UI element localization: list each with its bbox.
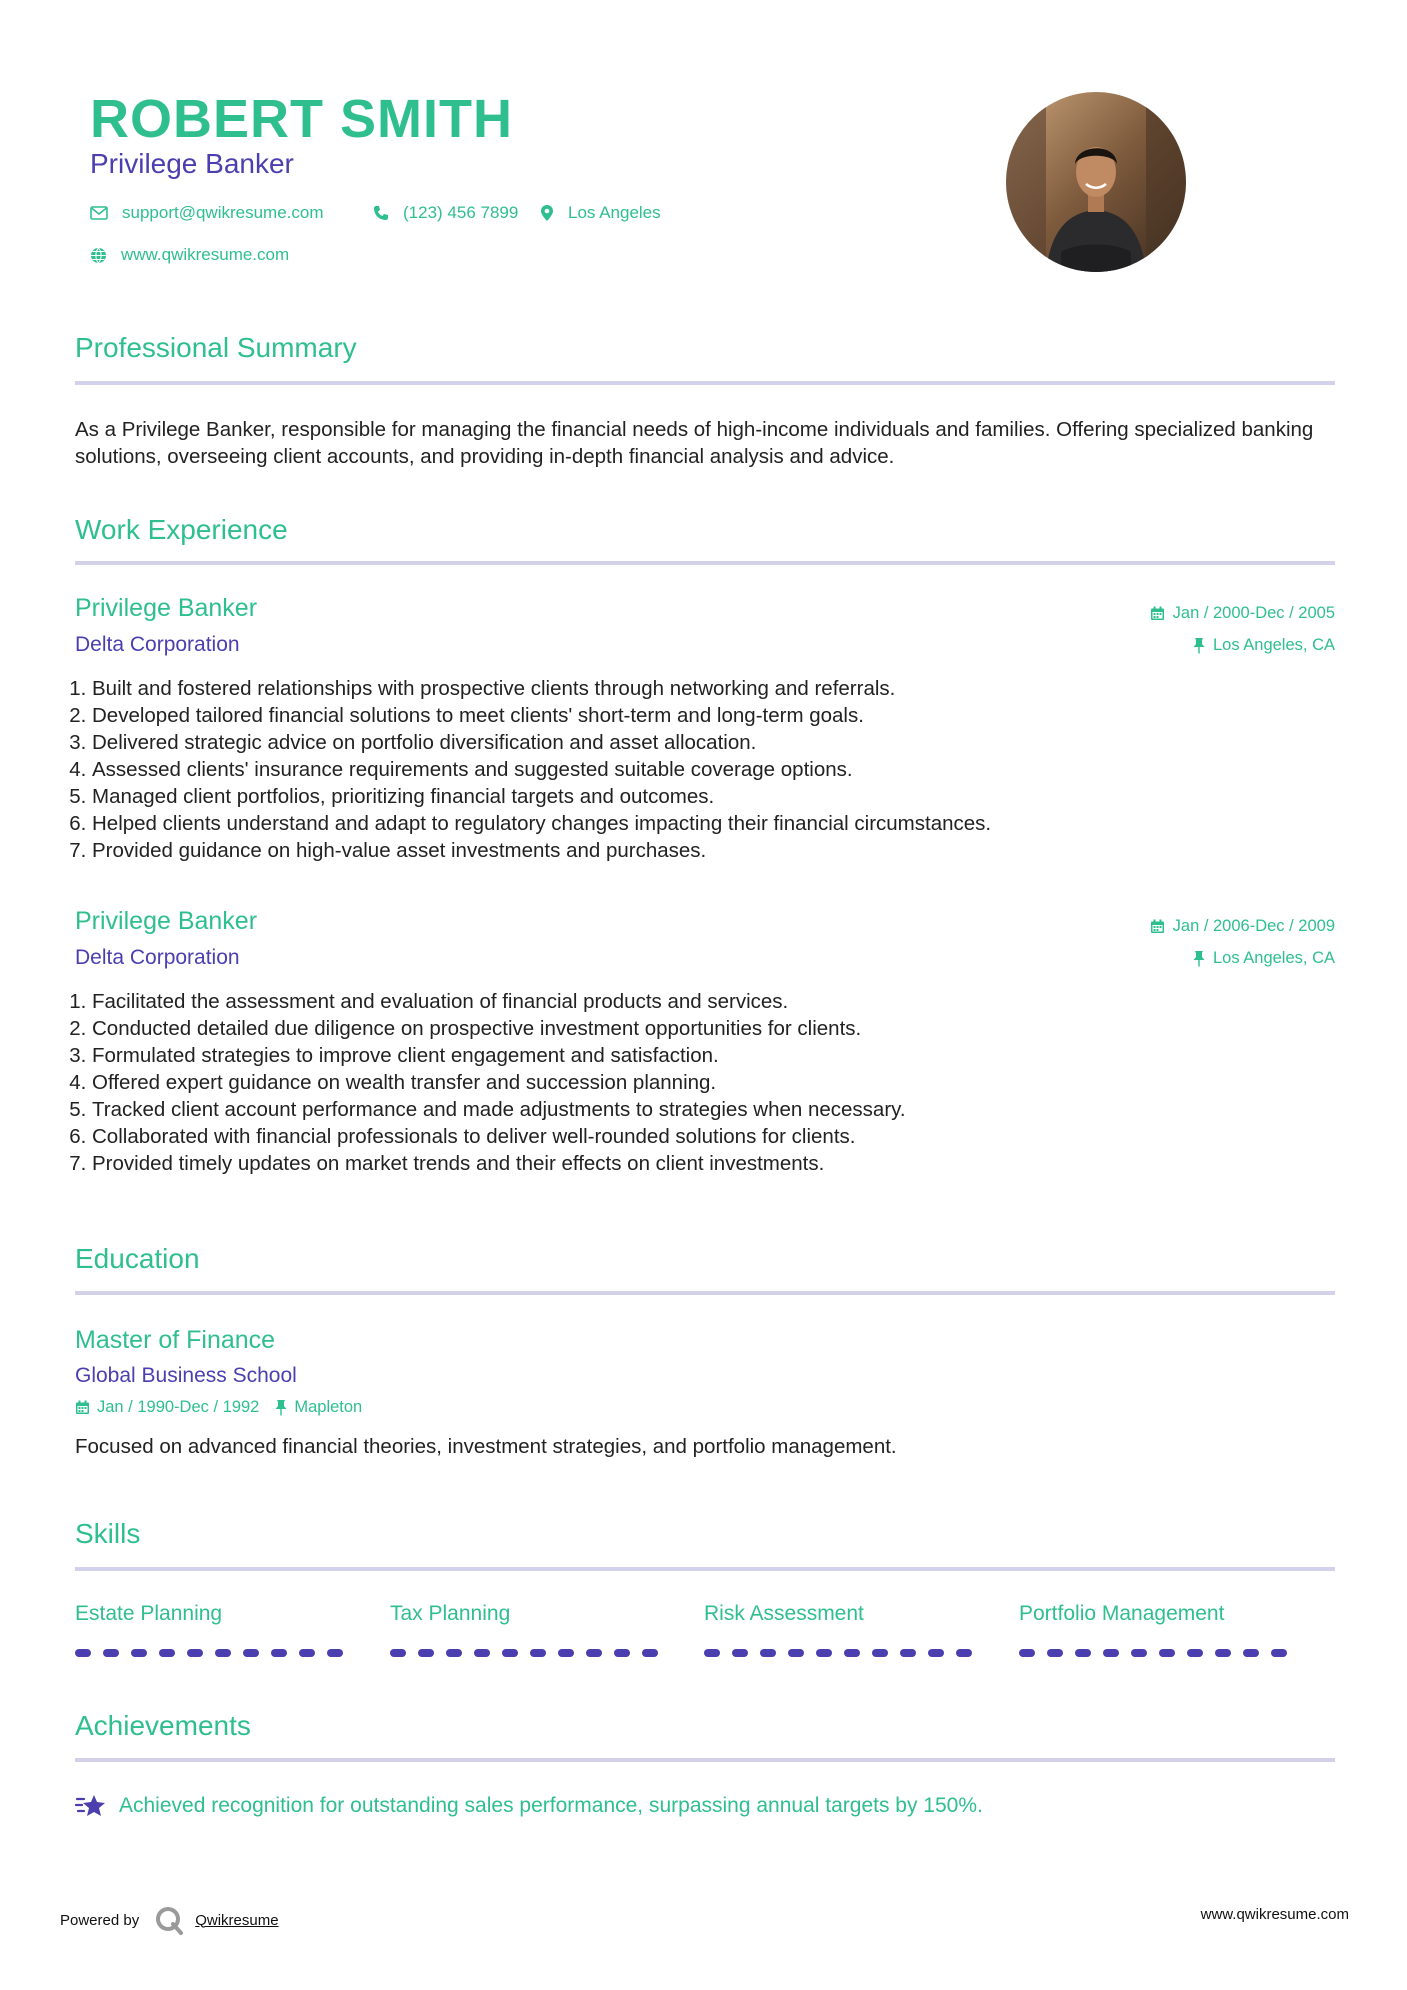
list-item: 4. Assessed clients' insurance requirements and suggested suitable coverage options. bbox=[92, 756, 1332, 783]
section-divider bbox=[75, 381, 1335, 385]
company-name: Delta Corporation bbox=[75, 633, 240, 656]
skill-rating bbox=[390, 1649, 658, 1657]
list-item: 6. Collaborated with financial professionals to deliver well-rounded solutions for clients. bbox=[92, 1123, 1332, 1150]
education-location: Mapleton bbox=[294, 1398, 363, 1416]
email-text: support@qwikresume.com bbox=[122, 203, 324, 222]
education-dates: Jan / 1990-Dec / 1992 bbox=[97, 1398, 260, 1416]
degree-title: Master of Finance bbox=[75, 1326, 276, 1354]
section-title-skills: Skills bbox=[75, 1518, 141, 1549]
list-item: 1. Built and fostered relationships with prospective clients through networking and referrals. bbox=[92, 675, 1332, 702]
envelope-icon bbox=[90, 206, 108, 220]
job-dates bbox=[1150, 917, 1335, 936]
skill-rating bbox=[1019, 1649, 1287, 1657]
job-location-text: Los Angeles, CA bbox=[1213, 636, 1335, 654]
education-meta bbox=[75, 1398, 362, 1417]
job-location bbox=[1193, 949, 1335, 968]
location-text: Los Angeles bbox=[568, 203, 661, 222]
pushpin-icon bbox=[1193, 950, 1205, 967]
education-description: Focused on advanced financial theories, investment strategies, and portfolio management. bbox=[75, 1435, 897, 1458]
calendar-icon bbox=[1150, 606, 1165, 621]
job-dates-text: Jan / 2000-Dec / 2005 bbox=[1172, 604, 1335, 622]
contact-email[interactable] bbox=[90, 203, 324, 223]
pushpin-icon bbox=[275, 1399, 287, 1416]
star-award-icon bbox=[75, 1792, 107, 1820]
list-item: 4. Offered expert guidance on wealth transfer and succession planning. bbox=[92, 1069, 1332, 1096]
job-location-text: Los Angeles, CA bbox=[1213, 949, 1335, 967]
job-title: Privilege Banker bbox=[75, 594, 258, 622]
list-item: 7. Provided guidance on high-value asset investments and purchases. bbox=[92, 837, 1332, 864]
person-portrait-icon bbox=[1006, 92, 1186, 272]
footer-url[interactable]: www.qwikresume.com bbox=[1200, 1906, 1349, 1923]
skill-rating bbox=[704, 1649, 972, 1657]
list-item: 3. Formulated strategies to improve client engagement and satisfaction. bbox=[92, 1042, 1332, 1069]
section-title-education: Education bbox=[75, 1243, 200, 1274]
skill-rating bbox=[75, 1649, 343, 1657]
list-item: 6. Helped clients understand and adapt to regulatory changes impacting their financial circumstances. bbox=[92, 810, 1332, 837]
phone-icon bbox=[373, 205, 389, 221]
list-item: 1. Facilitated the assessment and evaluation of financial products and services. bbox=[92, 988, 1332, 1015]
candidate-name: ROBERT SMITH bbox=[90, 89, 513, 149]
skill-name: Risk Assessment bbox=[704, 1602, 864, 1625]
job-location bbox=[1193, 636, 1335, 655]
list-item: 3. Delivered strategic advice on portfolio diversification and asset allocation. bbox=[92, 729, 1332, 756]
globe-icon bbox=[90, 247, 107, 264]
job-dates-text: Jan / 2006-Dec / 2009 bbox=[1172, 917, 1335, 935]
pushpin-icon bbox=[1193, 637, 1205, 654]
job-title: Privilege Banker bbox=[75, 907, 258, 935]
website-text: www.qwikresume.com bbox=[121, 245, 290, 264]
calendar-icon bbox=[75, 1400, 90, 1415]
section-divider bbox=[75, 561, 1335, 565]
list-item: 2. Developed tailored financial solutions to meet clients' short-term and long-term goals. bbox=[92, 702, 1332, 729]
map-pin-icon bbox=[540, 204, 554, 222]
calendar-icon bbox=[1150, 919, 1165, 934]
powered-by-label: Powered by bbox=[60, 1911, 140, 1929]
section-title-experience: Work Experience bbox=[75, 514, 288, 545]
school-name: Global Business School bbox=[75, 1364, 297, 1387]
section-divider bbox=[75, 1291, 1335, 1295]
phone-text: (123) 456 7899 bbox=[403, 203, 519, 222]
skill-name: Tax Planning bbox=[390, 1602, 511, 1625]
summary-text: As a Privilege Banker, responsible for managing the financial needs of high-income individuals and families. Offering specialized banking solutions, overseeing client accounts, and providing in-depth financial analysis and advice. bbox=[75, 418, 1314, 468]
company-name: Delta Corporation bbox=[75, 946, 240, 969]
footer-branding bbox=[60, 1904, 279, 1936]
achievement-item bbox=[75, 1792, 983, 1820]
qwikresume-logo-icon bbox=[153, 1904, 185, 1936]
contact-phone[interactable] bbox=[373, 203, 518, 223]
section-title-summary: Professional Summary bbox=[75, 332, 357, 363]
list-item: 2. Conducted detailed due diligence on prospective investment opportunities for clients. bbox=[92, 1015, 1332, 1042]
job-dates bbox=[1150, 604, 1335, 623]
skill-name: Portfolio Management bbox=[1019, 1602, 1225, 1625]
skill-name: Estate Planning bbox=[75, 1602, 223, 1625]
list-item: 7. Provided timely updates on market trends and their effects on client investments. bbox=[92, 1150, 1332, 1177]
section-title-achievements: Achievements bbox=[75, 1710, 251, 1741]
job-bullets bbox=[70, 988, 1332, 1177]
contact-website[interactable] bbox=[90, 245, 289, 265]
profile-photo bbox=[1006, 92, 1186, 272]
achievement-text: Achieved recognition for outstanding sales performance, surpassing annual targets by 150%. bbox=[119, 1794, 983, 1817]
list-item: 5. Managed client portfolios, prioritizing financial targets and outcomes. bbox=[92, 783, 1332, 810]
qwikresume-link[interactable]: Qwikresume bbox=[195, 1911, 279, 1929]
contact-location bbox=[540, 203, 661, 223]
section-divider bbox=[75, 1758, 1335, 1762]
list-item: 5. Tracked client account performance and made adjustments to strategies when necessary. bbox=[92, 1096, 1332, 1123]
section-divider bbox=[75, 1567, 1335, 1571]
candidate-title: Privilege Banker bbox=[90, 148, 294, 179]
job-bullets bbox=[70, 675, 1332, 864]
